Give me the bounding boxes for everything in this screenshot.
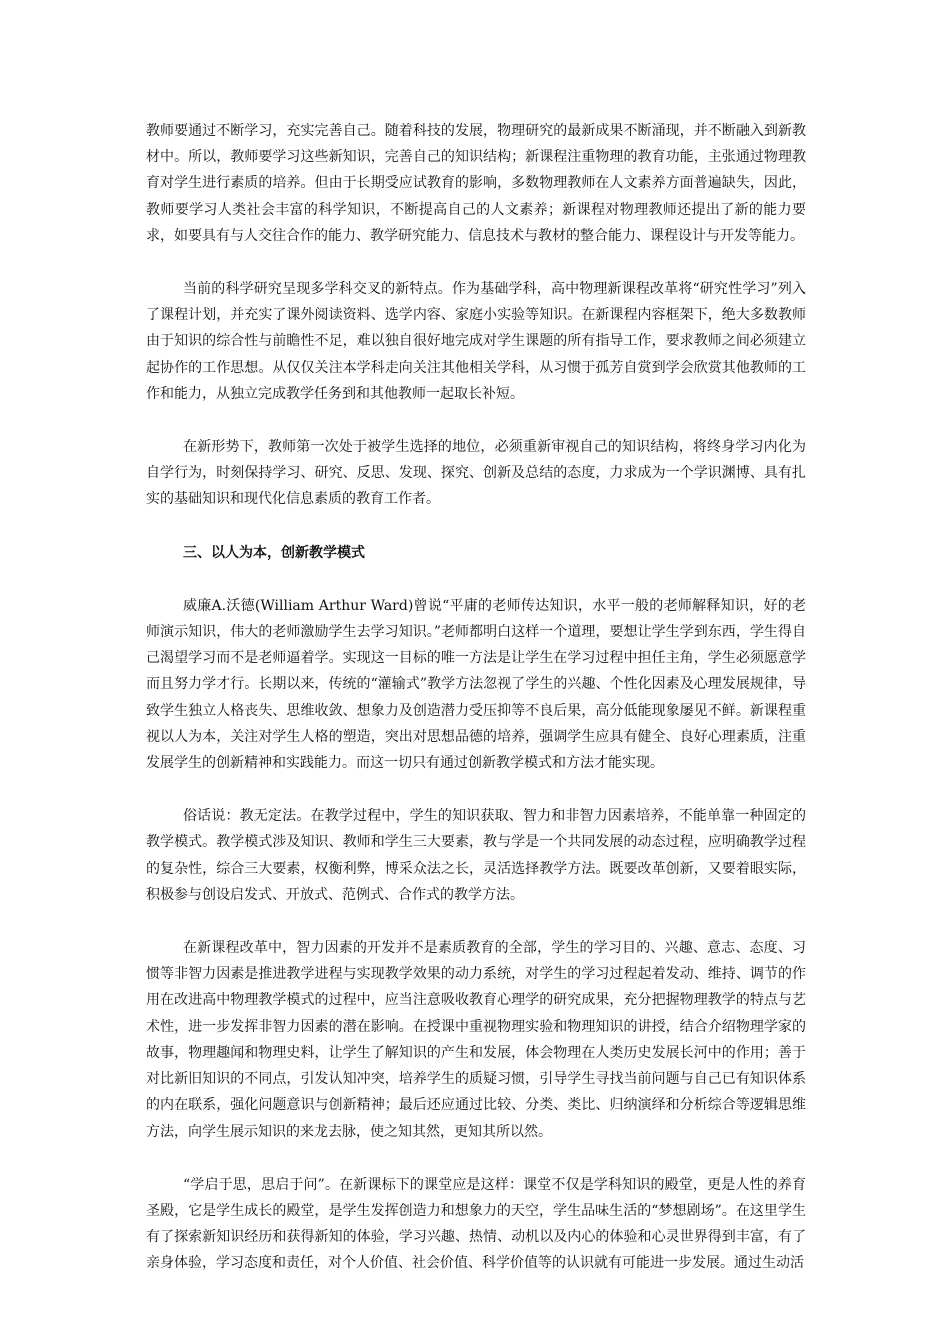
document-body xyxy=(146,118,806,1277)
paragraph-classroom: “学启于思，思启于问”。在新课标下的课堂应是这样：课堂不仅是学科知识的殿堂，更是人性的养育圣殿，它是学生成长的殿堂，是学生发挥创造力和想象力的天空，学生品味生活的“梦想剧场”。在这里学生有了探索新知识经历和获得新知的体验，学习兴趣、热情、动机以及内心的体验和心灵世界得到丰富，有了亲身体验，学习态度和责任，对个人价值、社会价值、科学价值等的认识就有可能进一步发展。通过生动活 xyxy=(146,1176,806,1272)
section-heading-3: 三、以人为本，创新教学模式 xyxy=(183,544,365,561)
paragraph-teacher-learning: 教师要通过不断学习，充实完善自己。随着科技的发展，物理研究的最新成果不断涌现，并不断融入到新教材中。所以，教师要学习这些新知识，完善自己的知识结构；新课程注重物理的教育功能，主张通过物理教育对学生进行素质的培养。但由于长期受应试教育的影响，多数物理教师在人文素养方面普遍缺失，因此，教师要学习人类社会丰富的科学知识，不断提高自己的人文素养；新课程对物理教师还提出了新的能力要求，如要具有与人交往合作的能力、教学研究能力、信息技术与教材的整合能力、课程设计与开发等能力。 xyxy=(146,123,806,244)
paragraph-lifelong-learning: 在新形势下，教师第一次处于被学生选择的地位，必须重新审视自己的知识结构，将终身学习内化为自学行为，时刻保持学习、研究、反思、发现、探究、创新及总结的态度，力求成为一个学识渊博、具有扎实的基础知识和现代化信息素质的教育工作者。 xyxy=(146,439,806,508)
paragraph-non-intellectual-factors: 在新课程改革中，智力因素的开发并不是素质教育的全部，学生的学习目的、兴趣、意志、态度、习惯等非智力因素是推进教学进程与实现教学效果的动力系统，对学生的学习过程起着发动、维持、调节的作用在改进高中物理教学模式的过程中，应当注意吸收教育心理学的研究成果，充分把握物理教学的特点与艺术性，进一步发挥非智力因素的潜在影响。在授课中重视物理实验和物理知识的讲授，结合介绍物理学家的故事，物理趣闻和物理史料，让学生了解知识的产生和发展，体会物理在人类历史发展长河中的作用；善于对比新旧知识的不同点，引发认知冲突，培养学生的质疑习惯，引导学生寻找当前问题与自己已有知识体系的内在联系，强化问题意识与创新精神；最后还应通过比较、分类、类比、归纳演绎和分析综合等逻辑思维方法，向学生展示知识的来龙去脉，使之知其然，更知其所以然。 xyxy=(146,940,806,1140)
paragraph-interdisciplinary: 当前的科学研究呈现多学科交叉的新特点。作为基础学科，高中物理新课程改革将“研究性学习”列入了课程计划，并充实了课外阅读资料、选学内容、家庭小实验等知识。在新课程内容框架下，绝大多数教师由于知识的综合性与前瞻性不足，难以独自很好地完成对学生课题的所有指导工作，要求教师之间必须建立起协作的工作思想。从仅仅关注本学科走向关注其他相关学科，从习惯于孤芳自赏到学会欣赏其他教师的工作和能力，从独立完成教学任务到和其他教师一起取长补短。 xyxy=(146,281,806,402)
paragraph-ward-quote: 威廉A.沃德(William Arthur Ward)曾说“平庸的老师传达知识，水平一般的老师解释知识，好的老师演示知识，伟大的老师激励学生去学习知识。”老师都明白这样一个道理，要想让学生学到东西，学生得自己渴望学习而不是老师逼着学。实现这一目标的唯一方法是让学生在学习过程中担任主角，学生必须愿意学而且努力学才行。长期以来，传统的“灌输式”教学方法忽视了学生的兴趣、个性化因素及心理发展规律，导致学生独立人格丧失、思维收敛、想象力及创造潜力受压抑等不良后果，高分低能现象屡见不鲜。新课程重视以人为本，关注对学生人格的塑造，突出对思想品德的培养，强调学生应具有健全、良好心理素质，注重发展学生的创新精神和实践能力。而这一切只有通过创新教学模式和方法才能实现。 xyxy=(146,597,806,772)
paragraph-teaching-methods: 俗话说：教无定法。在教学过程中，学生的知识获取、智力和非智力因素培养，不能单靠一种固定的教学模式。教学模式涉及知识、教师和学生三大要素，教与学是一个共同发展的动态过程，应明确教学过程的复杂性，综合三大要素，权衡利弊，博采众法之长，灵活选择教学方法。既要改革创新，又要着眼实际，积极参与创设启发式、开放式、范例式、合作式的教学方法。 xyxy=(146,808,806,903)
